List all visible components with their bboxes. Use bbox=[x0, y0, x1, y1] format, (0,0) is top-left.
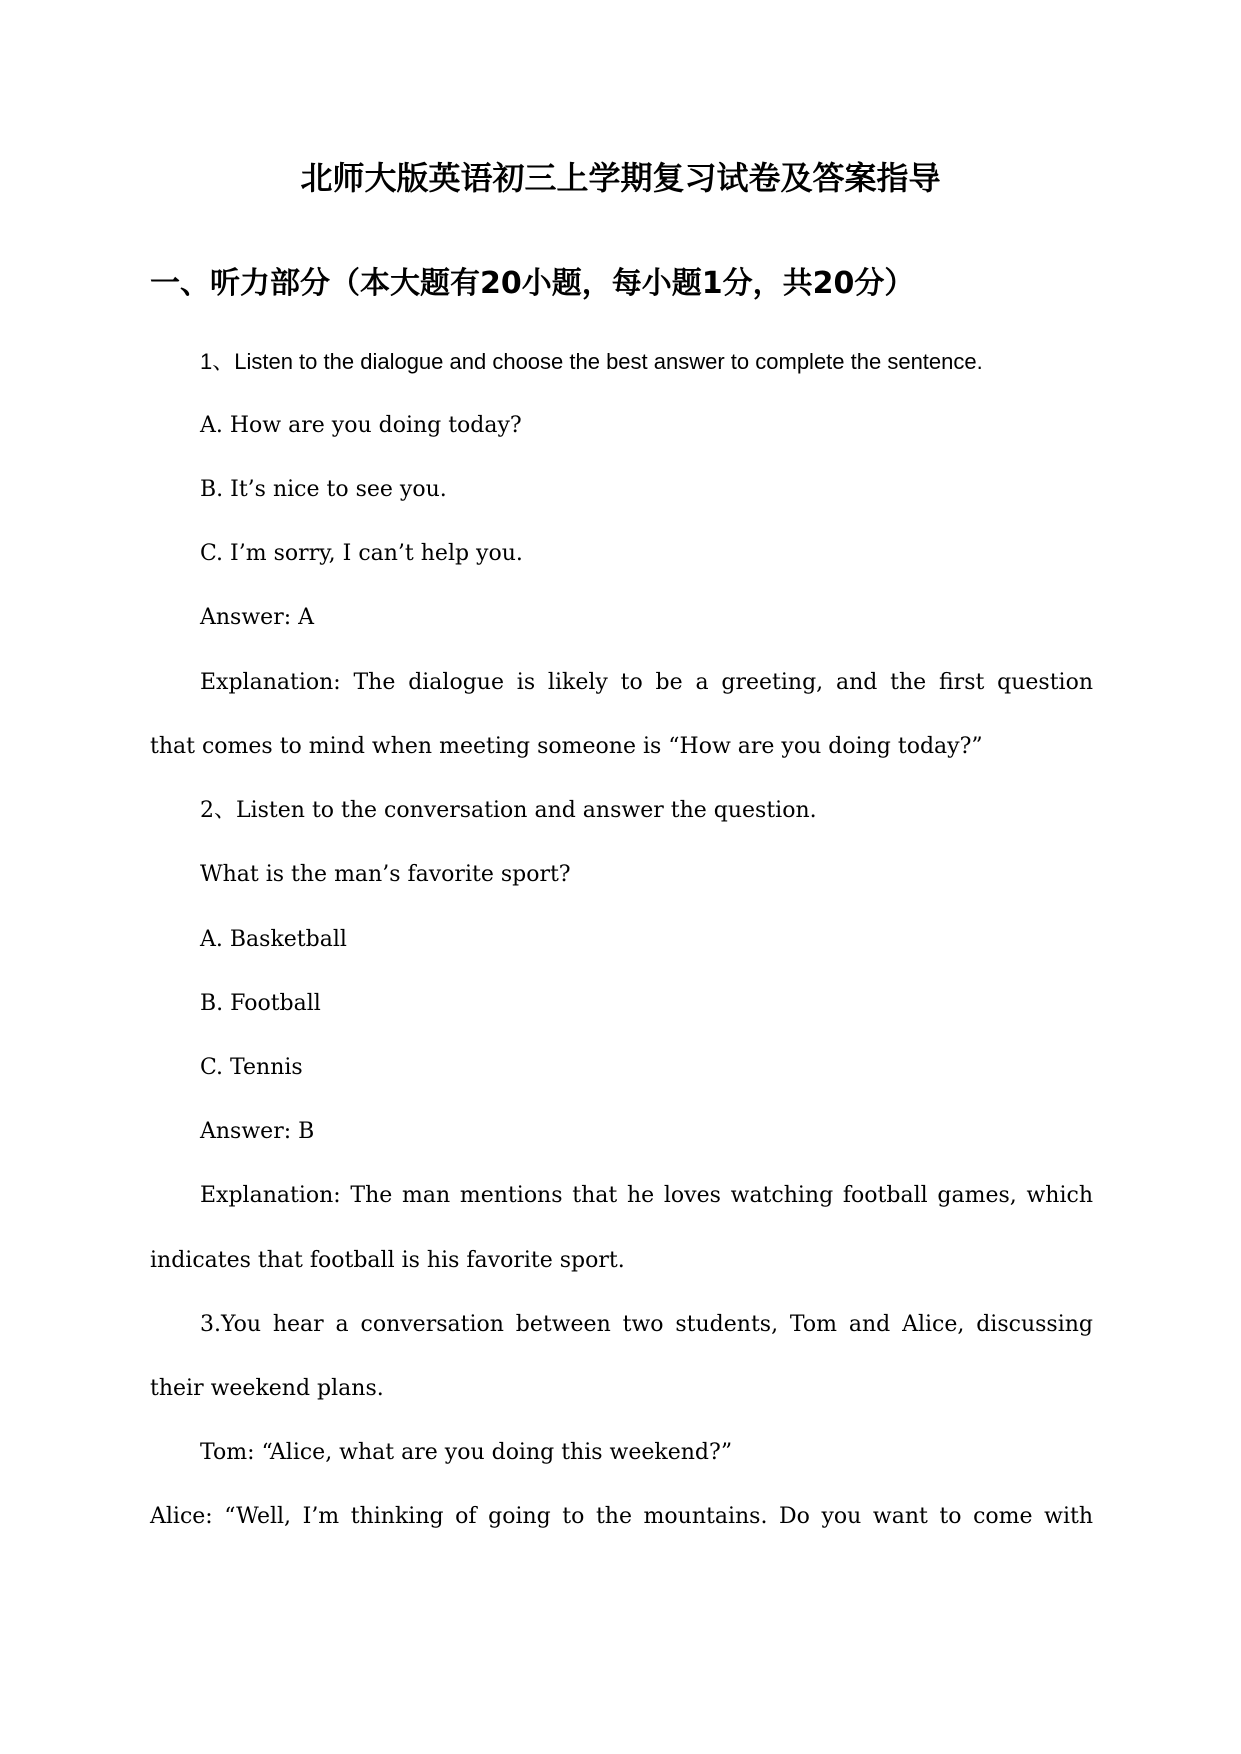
question-1-option-c: C. I’m sorry, I can’t help you. bbox=[200, 541, 523, 566]
question-2-explanation-line-2: indicates that football is his favorite sport. bbox=[150, 1248, 625, 1273]
question-1-explanation-line-1: Explanation: The dialogue is likely to be a greeting, and the first question bbox=[200, 670, 1093, 695]
question-2-answer: Answer: B bbox=[200, 1119, 315, 1144]
question-2-option-c: C. Tennis bbox=[200, 1055, 303, 1080]
question-3-dialogue-tom: Tom: “Alice, what are you doing this weekend?” bbox=[200, 1440, 733, 1465]
question-3-prompt-line-1: 3.You hear a conversation between two students, Tom and Alice, discussing bbox=[200, 1312, 1093, 1337]
question-1-explanation-line-2: that comes to mind when meeting someone is “How are you doing today?” bbox=[150, 734, 983, 759]
section-heading-listening: 一、听力部分（本大题有20小题，每小题1分，共20分） bbox=[150, 266, 915, 301]
question-2-prompt: 2、Listen to the conversation and answer the question. bbox=[200, 798, 817, 823]
question-1-prompt: 1、Listen to the dialogue and choose the best answer to complete the sentence. bbox=[200, 349, 983, 374]
question-2-option-a: A. Basketball bbox=[200, 927, 347, 952]
question-3-prompt-line-2: their weekend plans. bbox=[150, 1376, 384, 1401]
question-1-answer: Answer: A bbox=[200, 605, 315, 630]
question-1-option-a: A. How are you doing today? bbox=[200, 413, 522, 438]
question-2-question: What is the man’s favorite sport? bbox=[200, 862, 571, 887]
question-3-dialogue-alice: Alice: “Well, I’m thinking of going to the mountains. Do you want to come with bbox=[150, 1504, 1093, 1529]
question-2-option-b: B. Football bbox=[200, 991, 321, 1016]
question-2-explanation-line-1: Explanation: The man mentions that he loves watching football games, which bbox=[200, 1183, 1093, 1208]
document-title: 北师大版英语初三上学期复习试卷及答案指导 bbox=[300, 159, 941, 197]
question-1-option-b: B. It’s nice to see you. bbox=[200, 477, 447, 502]
